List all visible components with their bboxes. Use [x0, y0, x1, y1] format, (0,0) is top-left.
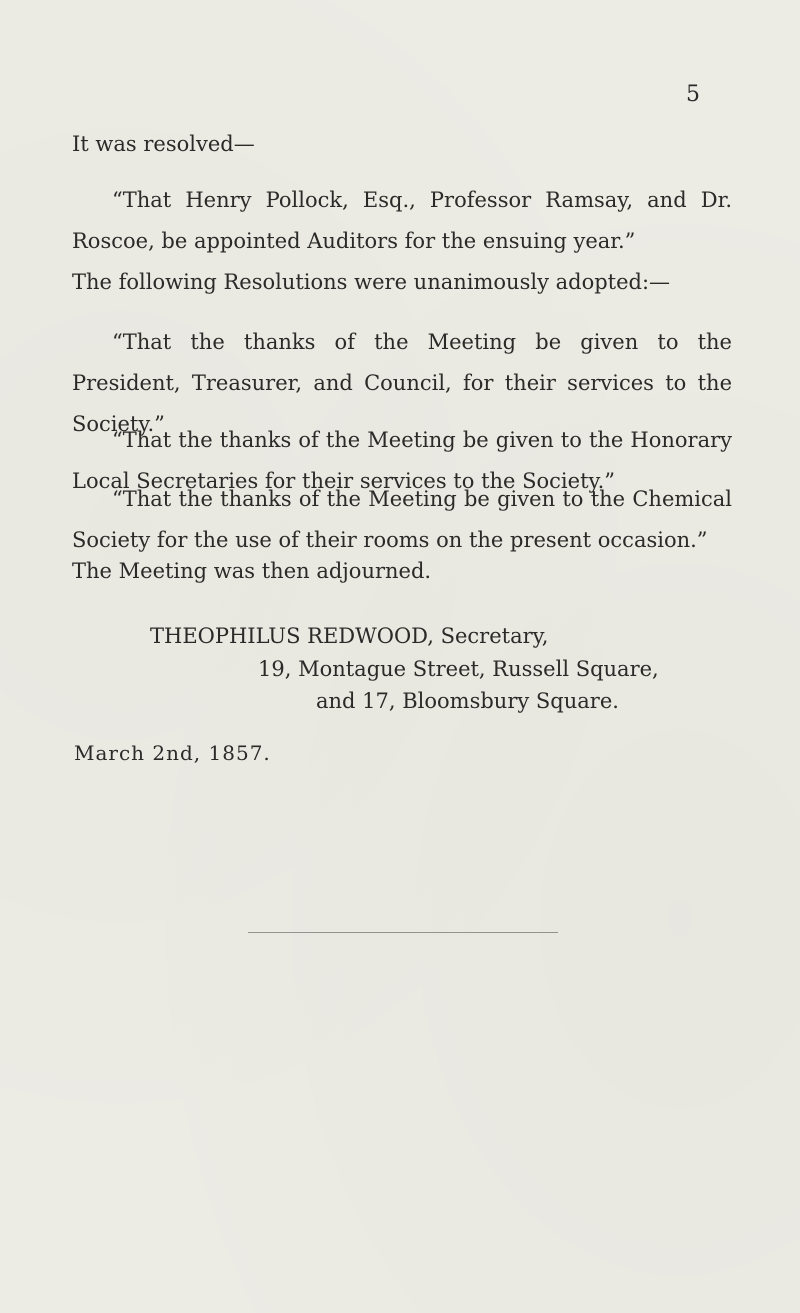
meeting-adjourned: The Meeting was then adjourned.: [72, 559, 432, 583]
document-date: March 2nd, 1857.: [74, 741, 271, 765]
secretary-address-line-2: and 17, Bloomsbury Square.: [316, 689, 619, 713]
secretary-address-line-1: 19, Montague Street, Russell Square,: [258, 657, 659, 681]
auditors-resolution: “That Henry Pollock, Esq., Professor Ramsay, and Dr. Roscoe, be appointed Auditors for the ensuing year.”: [72, 188, 732, 253]
thanks-honorary-secretaries-resolution: “That the thanks of the Meeting be given to the Honorary Local Secretaries for their services to the Society.”: [72, 428, 732, 493]
resolved-heading: It was resolved—: [72, 132, 255, 156]
thanks-president-resolution: “That the thanks of the Meeting be given to the President, Treasurer, and Council, for their services to the Society.”: [72, 330, 732, 436]
secretary-signature: THEOPHILUS REDWOOD, Secretary,: [150, 624, 549, 648]
thanks-chemical-society-resolution: “That the thanks of the Meeting be given to the Chemical Society for the use of their rooms on the present occasion.”: [72, 487, 732, 552]
following-resolutions-intro: The following Resolutions were unanimously adopted:—: [72, 270, 671, 294]
divider-rule: [248, 932, 558, 933]
page-number: 5: [686, 82, 700, 107]
